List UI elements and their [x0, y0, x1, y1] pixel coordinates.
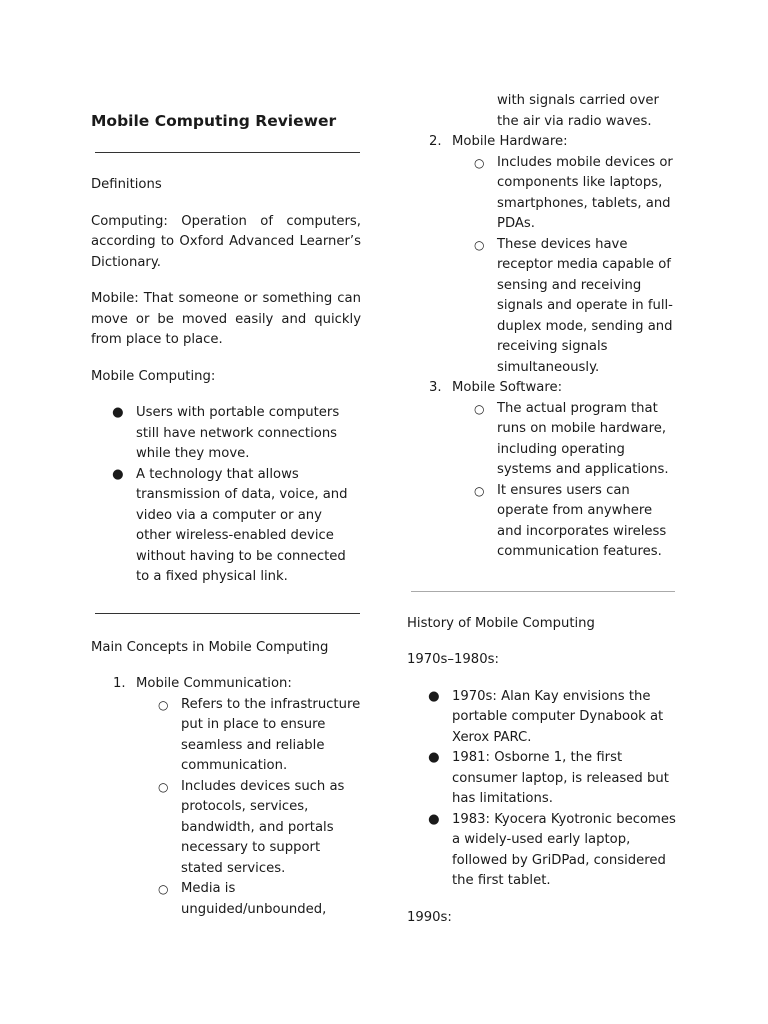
- concept-item: [407, 132, 679, 378]
- left-column: [91, 110, 361, 920]
- list-item: ● 1983: Kyocera Kyotronic becomes a widely-used early laptop, followed by GriDPad, considered the first tablet.: [428, 811, 676, 888]
- list-item: ● 1970s: Alan Kay envisions the portable computer Dynabook at Xerox PARC.: [428, 688, 664, 745]
- concepts-list-part1: [91, 674, 361, 920]
- circle-bullet-icon: ○: [158, 697, 169, 712]
- list-item: ○ Includes devices such as protocols, services, bandwidth, and portals necessary to support stated services.: [158, 778, 345, 876]
- concept-continuation: [407, 91, 679, 132]
- list-item: ○ It ensures users can operate from anywhere and incorporates wireless communication features.: [474, 482, 667, 559]
- list-item: ○ These devices have receptor media capable of sensing and receiving signals and operate in full-duplex mode, sending and receiving signals simultaneously.: [474, 236, 673, 375]
- list-item: ● Users with portable computers still have network connections while they move.: [112, 405, 340, 461]
- bullet-icon: ●: [428, 750, 440, 765]
- list-item: ○ Includes mobile devices or components like laptops, smartphones, tablets, and PDAs.: [474, 154, 673, 231]
- main-concepts-heading: Main Concepts in Mobile Computing: [91, 639, 329, 655]
- list-item: ○ The actual program that runs on mobile hardware, including operating systems and applications.: [474, 400, 669, 477]
- circle-bullet-icon: ○: [474, 401, 485, 416]
- concept-title: Mobile Software:: [452, 380, 563, 395]
- mobile-computing-list: [91, 403, 361, 588]
- circle-bullet-icon: ○: [474, 237, 485, 252]
- concept-item: [91, 674, 361, 920]
- history-heading: History of Mobile Computing: [407, 615, 595, 631]
- list-item: ○ Media is unguided/unbounded,: [158, 881, 327, 917]
- bullet-icon: ●: [428, 688, 440, 704]
- circle-bullet-icon: ○: [158, 779, 169, 794]
- definition-computing: Computing: Operation of computers, according to Oxford Advanced Learner’s Dictionary.: [91, 213, 361, 270]
- history-list: [407, 687, 679, 892]
- concept-title: Mobile Hardware:: [452, 134, 568, 149]
- mobile-computing-heading: Mobile Computing:: [91, 368, 216, 384]
- list-number: 3.: [429, 380, 442, 395]
- list-item: ● 1981: Osborne 1, the first consumer laptop, is released but has limitations.: [428, 750, 669, 806]
- list-item-continuation: with signals carried over the air via radio waves.: [497, 93, 659, 129]
- page-title: Mobile Computing Reviewer: [91, 112, 337, 130]
- concept-title: Mobile Communication:: [136, 676, 292, 691]
- circle-bullet-icon: ○: [158, 882, 169, 896]
- bullet-icon: ●: [112, 405, 124, 420]
- definitions-heading: Definitions: [91, 177, 162, 192]
- circle-bullet-icon: ○: [474, 483, 485, 498]
- definition-mobile: Mobile: That someone or something can move or be moved easily and quickly from place to place.: [91, 291, 361, 347]
- list-item: ○ Refers to the infrastructure put in place to ensure seamless and reliable communication.: [158, 696, 361, 773]
- list-number: 1.: [113, 676, 126, 691]
- list-item: ● A technology that allows transmission of data, voice, and video via a computer or any other wireless-enabled device without having to be connected to a fixed physical link.: [112, 466, 348, 584]
- concepts-list-part2: [407, 91, 679, 563]
- bullet-icon: ●: [428, 811, 440, 827]
- bullet-icon: ●: [112, 466, 124, 482]
- list-number: 2.: [429, 134, 442, 149]
- concept-item: [407, 378, 679, 563]
- circle-bullet-icon: ○: [474, 155, 485, 170]
- era-heading-1990s: 1990s:: [407, 909, 452, 925]
- right-column: [407, 91, 679, 928]
- era-heading-1970s-1980s: 1970s–1980s:: [407, 652, 499, 667]
